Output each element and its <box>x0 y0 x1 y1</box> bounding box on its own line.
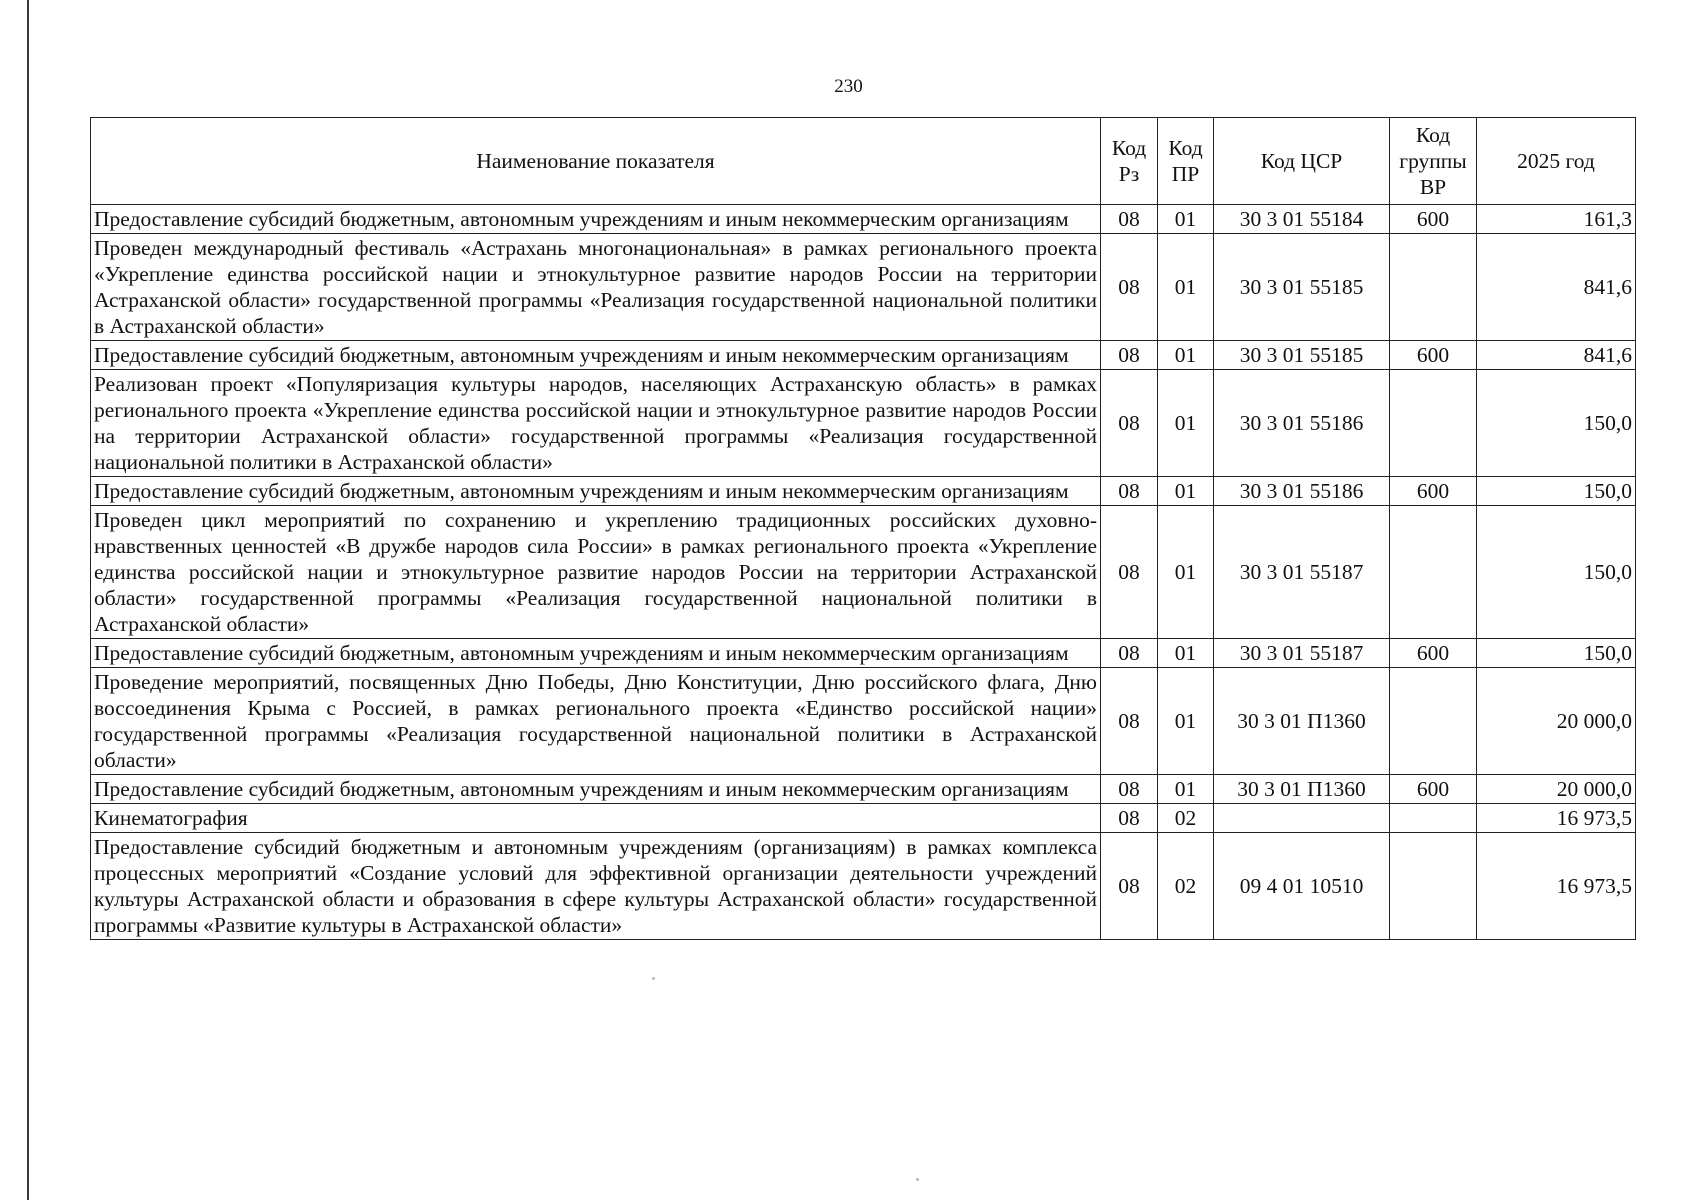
row-value: 20 000,0 <box>1477 668 1636 775</box>
row-rz: 08 <box>1101 833 1158 940</box>
table-row <box>91 477 1636 506</box>
row-pr: 02 <box>1158 804 1214 833</box>
header-name: Наименование показателя <box>91 118 1101 205</box>
row-value: 841,6 <box>1477 234 1636 341</box>
table-header-row <box>91 118 1636 205</box>
row-value: 150,0 <box>1477 477 1636 506</box>
row-csr: 30 3 01 55184 <box>1214 205 1390 234</box>
row-value: 150,0 <box>1477 506 1636 639</box>
table-row <box>91 775 1636 804</box>
row-csr: 30 3 01 55185 <box>1214 234 1390 341</box>
row-vr: 600 <box>1390 205 1477 234</box>
row-csr: 09 4 01 10510 <box>1214 833 1390 940</box>
table-row <box>91 234 1636 341</box>
row-vr <box>1390 234 1477 341</box>
row-rz: 08 <box>1101 341 1158 370</box>
row-csr: 30 3 01 55187 <box>1214 506 1390 639</box>
table-row <box>91 804 1636 833</box>
row-rz: 08 <box>1101 639 1158 668</box>
row-csr: 30 3 01 55186 <box>1214 370 1390 477</box>
row-csr: 30 3 01 55185 <box>1214 341 1390 370</box>
row-csr: 30 3 01 55187 <box>1214 639 1390 668</box>
row-pr: 01 <box>1158 775 1214 804</box>
row-csr: 30 3 01 П1360 <box>1214 668 1390 775</box>
table-row <box>91 506 1636 639</box>
row-rz: 08 <box>1101 506 1158 639</box>
row-name: Предоставление субсидий бюджетным, автономным учреждениям и иным некоммерческим организациям <box>91 775 1101 804</box>
row-name: Предоставление субсидий бюджетным, автономным учреждениям и иным некоммерческим организациям <box>91 205 1101 234</box>
row-pr: 01 <box>1158 639 1214 668</box>
table-row <box>91 833 1636 940</box>
row-rz: 08 <box>1101 804 1158 833</box>
row-pr: 02 <box>1158 833 1214 940</box>
row-pr: 01 <box>1158 477 1214 506</box>
header-vr: Код группы ВР <box>1390 118 1477 205</box>
row-vr: 600 <box>1390 477 1477 506</box>
row-value: 16 973,5 <box>1477 804 1636 833</box>
row-value: 841,6 <box>1477 341 1636 370</box>
row-rz: 08 <box>1101 234 1158 341</box>
table-row <box>91 341 1636 370</box>
row-rz: 08 <box>1101 370 1158 477</box>
row-name: Предоставление субсидий бюджетным, автономным учреждениям и иным некоммерческим организациям <box>91 341 1101 370</box>
header-csr: Код ЦСР <box>1214 118 1390 205</box>
row-vr: 600 <box>1390 639 1477 668</box>
budget-table <box>90 117 1636 940</box>
row-name: Предоставление субсидий бюджетным, автономным учреждениям и иным некоммерческим организациям <box>91 477 1101 506</box>
row-vr: 600 <box>1390 775 1477 804</box>
row-pr: 01 <box>1158 370 1214 477</box>
row-rz: 08 <box>1101 775 1158 804</box>
row-rz: 08 <box>1101 205 1158 234</box>
row-pr: 01 <box>1158 341 1214 370</box>
row-name: Кинематография <box>91 804 1101 833</box>
row-value: 150,0 <box>1477 639 1636 668</box>
row-pr: 01 <box>1158 205 1214 234</box>
row-name: Предоставление субсидий бюджетным и автономным учреждениям (организациям) в рамках комплекса процессных мероприятий «Создание условий для эффективной организации деятельности учреждений культуры Астраханской области и образования в сфере культуры Астраханской области» государственной программы «Развитие культуры в Астраханской области» <box>91 833 1101 940</box>
row-rz: 08 <box>1101 477 1158 506</box>
row-value: 150,0 <box>1477 370 1636 477</box>
row-pr: 01 <box>1158 506 1214 639</box>
row-vr <box>1390 804 1477 833</box>
row-value: 16 973,5 <box>1477 833 1636 940</box>
row-value: 20 000,0 <box>1477 775 1636 804</box>
row-value: 161,3 <box>1477 205 1636 234</box>
row-vr <box>1390 833 1477 940</box>
row-pr: 01 <box>1158 234 1214 341</box>
row-name: Проведен международный фестиваль «Астрахань многонациональная» в рамках регионального проекта «Укрепление единства российской нации и этнокультурное развитие народов России на территории Астраханской области» государственной программы «Реализация государственной национальной политики в Астраханской области» <box>91 234 1101 341</box>
page-number: 230 <box>834 76 863 97</box>
row-vr: 600 <box>1390 341 1477 370</box>
row-name: Проведен цикл мероприятий по сохранению и укреплению традиционных российских духовно-нравственных ценностей «В дружбе народов сила России» в рамках регионального проекта «Укрепление единства российской нации и этнокультурное развитие народов России на территории Астраханской области» государственной программы «Реализация государственной национальной политики в Астраханской области» <box>91 506 1101 639</box>
row-rz: 08 <box>1101 668 1158 775</box>
table-row <box>91 205 1636 234</box>
row-csr: 30 3 01 П1360 <box>1214 775 1390 804</box>
row-vr <box>1390 668 1477 775</box>
row-vr <box>1390 506 1477 639</box>
header-year: 2025 год <box>1477 118 1636 205</box>
table-row <box>91 370 1636 477</box>
row-csr <box>1214 804 1390 833</box>
scan-margin-line <box>27 0 29 1200</box>
row-name: Предоставление субсидий бюджетным, автономным учреждениям и иным некоммерческим организациям <box>91 639 1101 668</box>
scan-speck <box>652 977 655 980</box>
row-pr: 01 <box>1158 668 1214 775</box>
table-row <box>91 639 1636 668</box>
row-name: Проведение мероприятий, посвященных Дню Победы, Дню Конституции, Дню российского флага, Дню воссоединения Крыма с Россией, в рамках регионального проекта «Единство российской нации» государственной программы «Реализация государственной национальной политики в Астраханской области» <box>91 668 1101 775</box>
scan-speck <box>916 1178 919 1181</box>
header-pr: Код ПР <box>1158 118 1214 205</box>
row-vr <box>1390 370 1477 477</box>
header-rz: Код Рз <box>1101 118 1158 205</box>
table-row <box>91 668 1636 775</box>
row-csr: 30 3 01 55186 <box>1214 477 1390 506</box>
row-name: Реализован проект «Популяризация культуры народов, населяющих Астраханскую область» в рамках регионального проекта «Укрепление единства российской нации и этнокультурное развитие народов России на территории Астраханской области» государственной программы «Реализация государственной национальной политики в Астраханской области» <box>91 370 1101 477</box>
